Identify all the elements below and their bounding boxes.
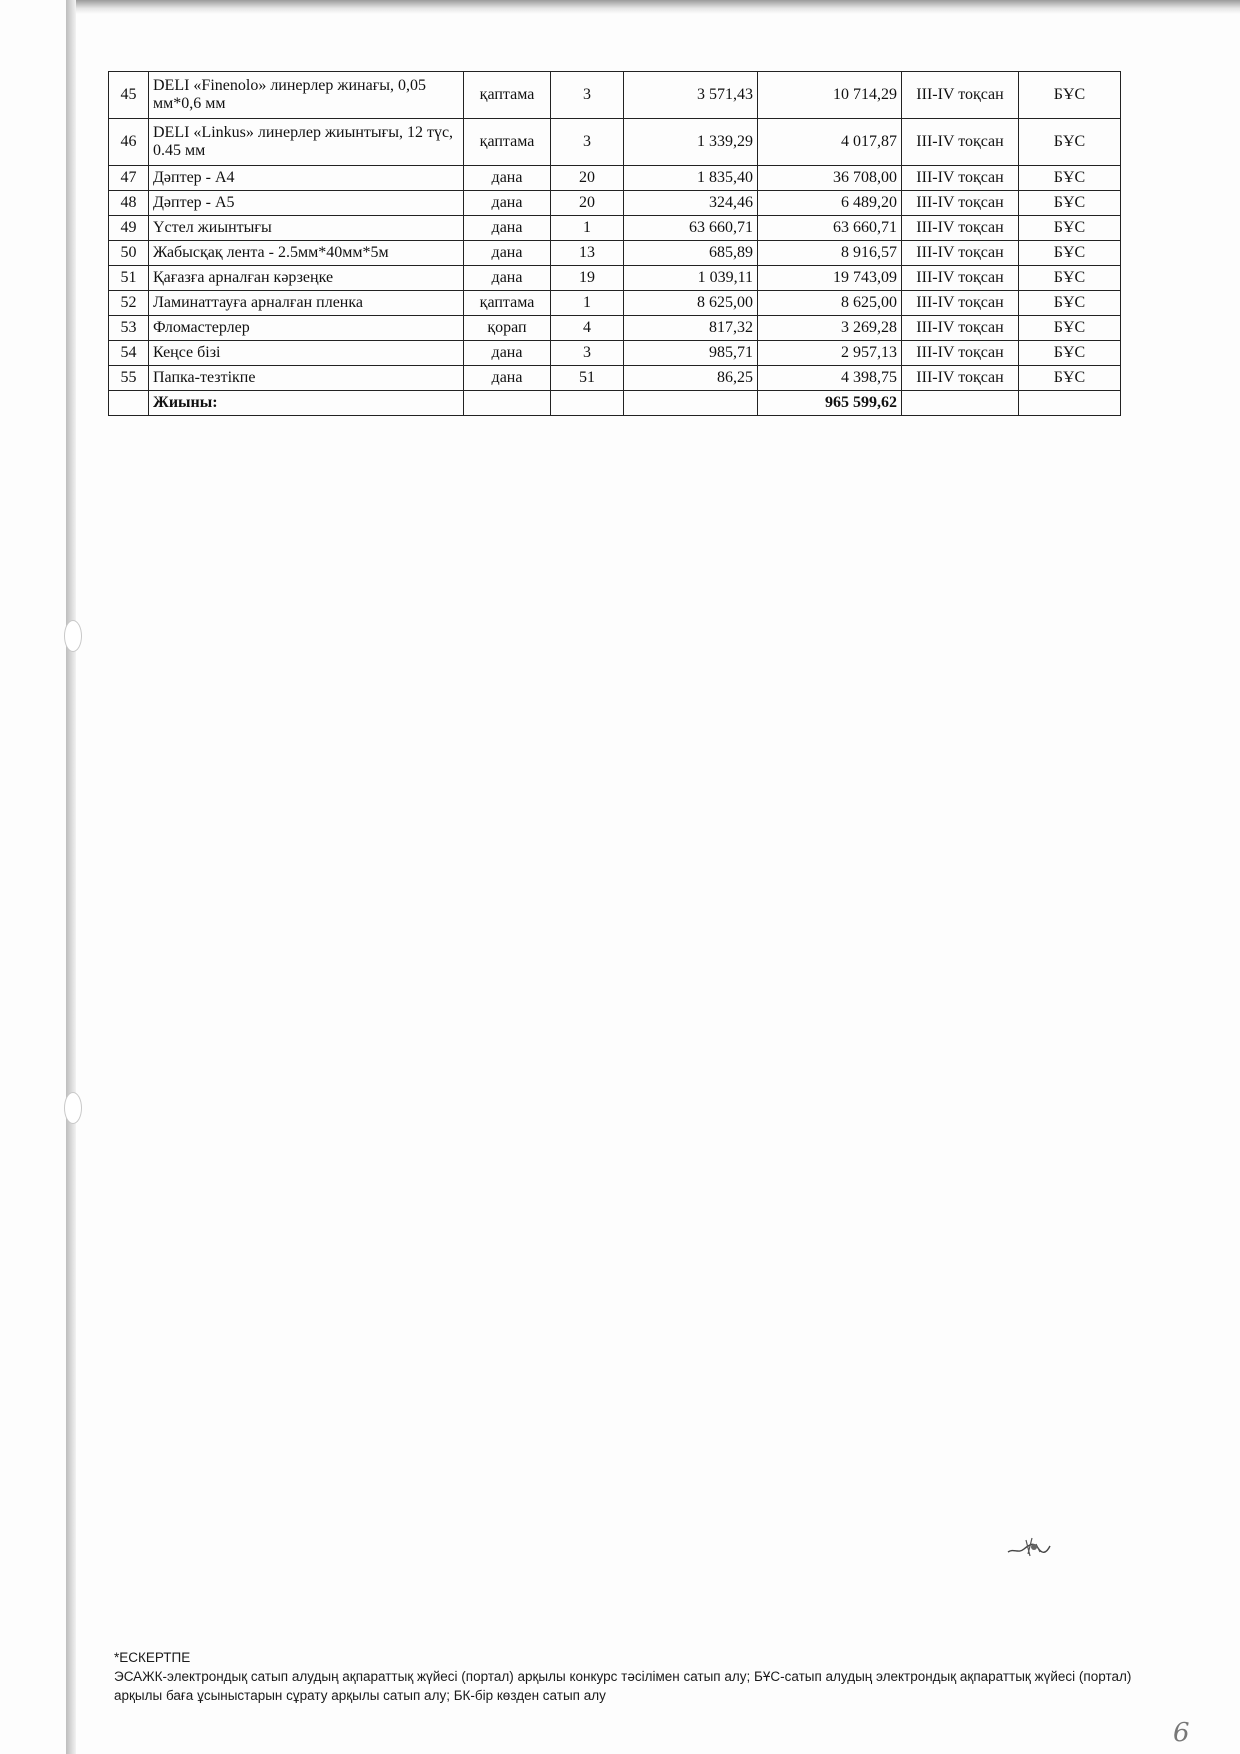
total-row: [109, 391, 1121, 416]
cell-unit-price: 86,25: [624, 366, 758, 391]
cell-delivery-period: III-IV тоқсан: [902, 166, 1019, 191]
cell-row-number: 55: [109, 366, 149, 391]
handwritten-page-number: 6: [1173, 1718, 1190, 1748]
table-row: [109, 72, 1121, 119]
cell-row-number: 45: [109, 72, 149, 119]
cell-unit-price: 1 339,29: [624, 119, 758, 166]
footnote-title: *ЕСКЕРТПЕ: [114, 1650, 191, 1665]
cell-item-name: DELI «Linkus» линерлер жиынтығы, 12 түс, 0.45 мм: [149, 119, 464, 166]
cell-procurement-method: БҰС: [1019, 119, 1121, 166]
cell-quantity: 20: [551, 166, 624, 191]
cell-line-total: 4 398,75: [758, 366, 902, 391]
cell-unit-of-measure: дана: [464, 191, 551, 216]
cell-procurement-method: БҰС: [1019, 216, 1121, 241]
cell-empty: [109, 391, 149, 416]
cell-item-name: Қағазға арналған кәрзеңке: [149, 266, 464, 291]
cell-quantity: 4: [551, 316, 624, 341]
cell-line-total: 63 660,71: [758, 216, 902, 241]
cell-row-number: 53: [109, 316, 149, 341]
total-label: Жиыны:: [149, 391, 464, 416]
cell-row-number: 54: [109, 341, 149, 366]
cell-procurement-method: БҰС: [1019, 72, 1121, 119]
cell-quantity: 19: [551, 266, 624, 291]
punch-hole-lower: [64, 1092, 82, 1124]
goods-table: [108, 71, 1121, 416]
footnote-text: ЭСАЖК-электрондық сатып алудың ақпараттық жүйесі (портал) арқылы конкурс тәсілімен сатып алу; БҰС-сатып алудың электрондық ақпараттық жүйесі (портал) арқылы баға ұсыныстарын сұрату арқылы сатып алу; БК-бір көзден сатып алу: [114, 1669, 1132, 1703]
cell-unit-price: 63 660,71: [624, 216, 758, 241]
cell-empty: [551, 391, 624, 416]
cell-line-total: 4 017,87: [758, 119, 902, 166]
total-sum: 965 599,62: [758, 391, 902, 416]
cell-delivery-period: III-IV тоқсан: [902, 241, 1019, 266]
cell-quantity: 51: [551, 366, 624, 391]
cell-line-total: 8 916,57: [758, 241, 902, 266]
cell-empty: [1019, 391, 1121, 416]
ink-mark: [1006, 1534, 1052, 1560]
cell-item-name: DELI «Finenolo» линерлер жинағы, 0,05 мм*0,6 мм: [149, 72, 464, 119]
cell-line-total: 2 957,13: [758, 341, 902, 366]
cell-delivery-period: III-IV тоқсан: [902, 266, 1019, 291]
cell-unit-of-measure: дана: [464, 166, 551, 191]
cell-unit-price: 1 835,40: [624, 166, 758, 191]
cell-item-name: Ламинаттауға арналған пленка: [149, 291, 464, 316]
cell-line-total: 6 489,20: [758, 191, 902, 216]
cell-unit-price: 985,71: [624, 341, 758, 366]
cell-empty: [464, 391, 551, 416]
table-row: [109, 266, 1121, 291]
scan-edge-left: [66, 0, 76, 1754]
cell-empty: [624, 391, 758, 416]
cell-unit-price: 817,32: [624, 316, 758, 341]
cell-quantity: 3: [551, 341, 624, 366]
punch-hole-upper: [64, 620, 82, 652]
cell-item-name: Дәптер - А5: [149, 191, 464, 216]
cell-item-name: Кеңсе бізі: [149, 341, 464, 366]
table-row: [109, 241, 1121, 266]
cell-line-total: 36 708,00: [758, 166, 902, 191]
cell-delivery-period: III-IV тоқсан: [902, 291, 1019, 316]
goods-table-body: [109, 72, 1121, 416]
cell-procurement-method: БҰС: [1019, 366, 1121, 391]
cell-delivery-period: III-IV тоқсан: [902, 316, 1019, 341]
cell-quantity: 3: [551, 119, 624, 166]
cell-delivery-period: III-IV тоқсан: [902, 216, 1019, 241]
cell-line-total: 3 269,28: [758, 316, 902, 341]
table-row: [109, 191, 1121, 216]
cell-item-name: Дәптер - А4: [149, 166, 464, 191]
cell-procurement-method: БҰС: [1019, 341, 1121, 366]
cell-unit-price: 324,46: [624, 191, 758, 216]
table-row: [109, 316, 1121, 341]
cell-row-number: 49: [109, 216, 149, 241]
cell-unit-price: 3 571,43: [624, 72, 758, 119]
cell-procurement-method: БҰС: [1019, 316, 1121, 341]
cell-unit-of-measure: қорап: [464, 316, 551, 341]
cell-unit-of-measure: қаптама: [464, 119, 551, 166]
cell-line-total: 8 625,00: [758, 291, 902, 316]
cell-row-number: 46: [109, 119, 149, 166]
table-row: [109, 216, 1121, 241]
cell-item-name: Папка-тезтікпе: [149, 366, 464, 391]
cell-procurement-method: БҰС: [1019, 191, 1121, 216]
cell-line-total: 10 714,29: [758, 72, 902, 119]
cell-delivery-period: III-IV тоқсан: [902, 366, 1019, 391]
cell-delivery-period: III-IV тоқсан: [902, 119, 1019, 166]
cell-procurement-method: БҰС: [1019, 166, 1121, 191]
cell-line-total: 19 743,09: [758, 266, 902, 291]
cell-quantity: 3: [551, 72, 624, 119]
cell-unit-of-measure: қаптама: [464, 291, 551, 316]
cell-row-number: 48: [109, 191, 149, 216]
table-row: [109, 166, 1121, 191]
cell-unit-of-measure: қаптама: [464, 72, 551, 119]
cell-row-number: 50: [109, 241, 149, 266]
cell-empty: [902, 391, 1019, 416]
cell-delivery-period: III-IV тоқсан: [902, 191, 1019, 216]
cell-procurement-method: БҰС: [1019, 241, 1121, 266]
footnote: [114, 1648, 1144, 1705]
table-row: [109, 341, 1121, 366]
cell-item-name: Жабысқақ лента - 2.5мм*40мм*5м: [149, 241, 464, 266]
scan-edge-top: [74, 0, 1240, 14]
cell-item-name: Фломастерлер: [149, 316, 464, 341]
cell-delivery-period: III-IV тоқсан: [902, 341, 1019, 366]
cell-row-number: 52: [109, 291, 149, 316]
cell-unit-of-measure: дана: [464, 366, 551, 391]
cell-procurement-method: БҰС: [1019, 266, 1121, 291]
table-row: [109, 366, 1121, 391]
table-row: [109, 119, 1121, 166]
table-row: [109, 291, 1121, 316]
cell-row-number: 47: [109, 166, 149, 191]
cell-unit-of-measure: дана: [464, 266, 551, 291]
cell-unit-of-measure: дана: [464, 341, 551, 366]
cell-unit-of-measure: дана: [464, 241, 551, 266]
cell-unit-price: 8 625,00: [624, 291, 758, 316]
cell-procurement-method: БҰС: [1019, 291, 1121, 316]
cell-quantity: 1: [551, 291, 624, 316]
cell-unit-price: 1 039,11: [624, 266, 758, 291]
cell-delivery-period: III-IV тоқсан: [902, 72, 1019, 119]
cell-unit-of-measure: дана: [464, 216, 551, 241]
cell-unit-price: 685,89: [624, 241, 758, 266]
cell-quantity: 1: [551, 216, 624, 241]
cell-row-number: 51: [109, 266, 149, 291]
cell-item-name: Үстел жиынтығы: [149, 216, 464, 241]
cell-quantity: 20: [551, 191, 624, 216]
cell-quantity: 13: [551, 241, 624, 266]
